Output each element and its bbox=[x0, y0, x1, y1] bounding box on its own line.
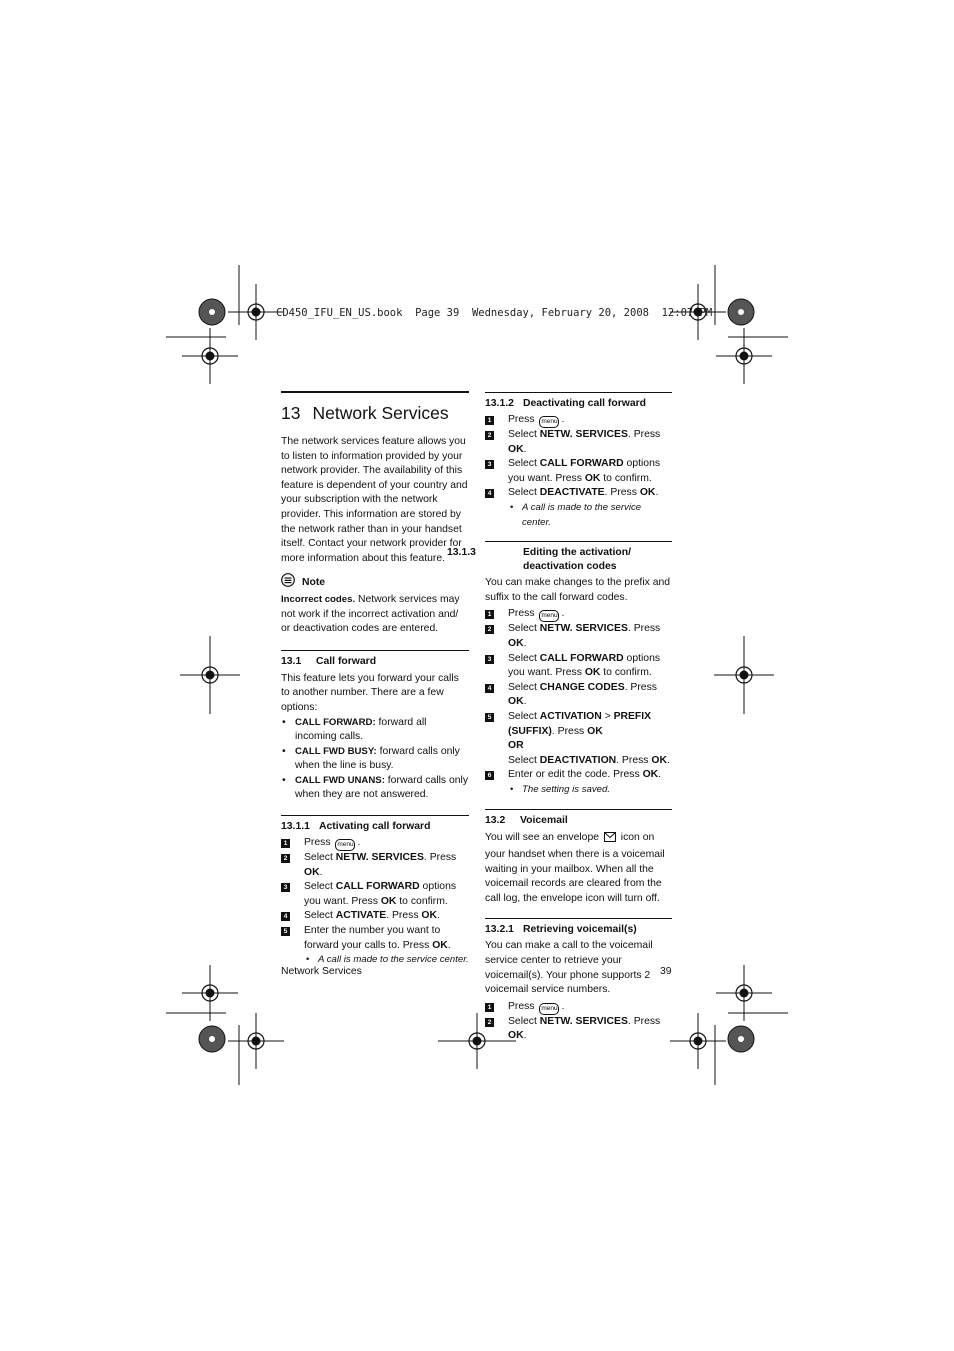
step-item: 2 Select NETW. SERVICES. Press OK. bbox=[485, 428, 672, 457]
menu-key-icon: menu bbox=[539, 1003, 559, 1015]
section-heading-13-1-1: 13.1.1 Activating call forward bbox=[281, 821, 431, 833]
step-item: 4 Select CHANGE CODES. Press OK. bbox=[485, 681, 672, 710]
step-item: 1 Press menu . bbox=[485, 413, 672, 428]
step-item: 2 Select NETW. SERVICES. Press OK. bbox=[281, 851, 469, 880]
right-column bbox=[447, 392, 672, 1044]
step-item: 1 Press menu . bbox=[281, 836, 469, 851]
step-item: 3 Select CALL FORWARD options you want. Press OK to confirm. bbox=[281, 880, 469, 909]
note-icon bbox=[281, 573, 295, 593]
chapter-title: 13 Network Services bbox=[281, 403, 449, 423]
intro-paragraph: The network services feature allows you to listen to information provided by your network provider. The availability of this feature is dependent of your country and your subscription with the network provider. This information are stored by the network rather than in your handset itself. Contact your network provider for more information about this feature. bbox=[281, 436, 468, 564]
section-rule bbox=[281, 815, 469, 816]
step-item: 5 Enter the number you want to forward your calls to. Press OK. • A call is made to the service center. bbox=[281, 924, 469, 968]
retrieving-steps bbox=[485, 1000, 672, 1044]
step-item: 5 Select ACTIVATION > PREFIX (SUFFIX). Press OK OR Select DEACTIVATION. Press OK. bbox=[485, 710, 672, 768]
section-rule bbox=[485, 541, 672, 542]
step-item: 6 Enter or edit the code. Press OK. • The setting is saved. bbox=[485, 768, 672, 797]
note-box bbox=[281, 573, 469, 636]
step-item: 2 Select NETW. SERVICES. Press OK. bbox=[485, 1015, 672, 1044]
section-rule bbox=[485, 392, 672, 393]
step-item: 3 Select CALL FORWARD options you want. Press OK to confirm. bbox=[485, 652, 672, 681]
step-item: 4 Select DEACTIVATE. Press OK. • A call is made to the service center. bbox=[485, 486, 672, 530]
list-item: • CALL FWD BUSY: forward calls only when the line is busy. bbox=[281, 745, 469, 774]
menu-key-icon: menu bbox=[335, 839, 355, 851]
call-forward-options bbox=[281, 716, 469, 804]
footer-section-name: Network Services bbox=[281, 966, 362, 977]
step-item: 1 Press menu . bbox=[485, 1000, 672, 1015]
deactivating-steps bbox=[485, 413, 672, 530]
step-result: • A call is made to the service center. bbox=[508, 501, 672, 530]
print-header-line: CD450_IFU_EN_US.book Page 39 Wednesday, February 20, 2008 12:07 PM bbox=[276, 307, 713, 319]
step-item: 1 Press menu . bbox=[485, 607, 672, 622]
note-text: Incorrect codes. Network services may not work if the incorrect activation and/ or deactivation codes are entered. bbox=[281, 593, 460, 635]
section-heading-13-1: 13.1 Call forward bbox=[281, 655, 377, 667]
call-forward-intro: This feature lets you forward your calls to another number. There are a few options: bbox=[281, 672, 459, 713]
section-heading-13-1-2: 13.1.2 Deactivating call forward bbox=[485, 398, 646, 409]
section-rule bbox=[485, 918, 672, 919]
step-item: 2 Select NETW. SERVICES. Press OK. bbox=[485, 622, 672, 651]
section-rule bbox=[281, 650, 469, 651]
section-heading-13-2: 13.2 Voicemail bbox=[485, 815, 568, 827]
retrieving-intro: You can make a call to the voicemail service center to retrieve your voicemail(s). Your phone supports 2 voicemail service numbers. bbox=[485, 940, 653, 996]
note-title: Note bbox=[302, 576, 326, 588]
section-heading-13-2-1: 13.2.1 Retrieving voicemail(s) bbox=[485, 924, 637, 936]
voicemail-paragraph: You will see an envelope icon on your handset when there is a voicemail waiting in your mailbox. When all the voicemail records are cleared from the call log, the envelope icon will turn off. bbox=[485, 832, 665, 904]
list-item: • CALL FORWARD: forward all incoming calls. bbox=[281, 716, 469, 745]
chapter-rule bbox=[281, 391, 469, 393]
section-rule bbox=[485, 809, 672, 810]
left-column bbox=[281, 391, 469, 968]
activating-steps bbox=[281, 836, 469, 968]
menu-key-icon: menu bbox=[539, 610, 559, 622]
envelope-icon bbox=[604, 832, 616, 848]
menu-key-icon: menu bbox=[539, 416, 559, 428]
step-item: 3 Select CALL FORWARD options you want. Press OK to confirm. bbox=[485, 457, 672, 486]
editing-steps bbox=[485, 607, 672, 797]
list-item: • CALL FWD UNANS: forward calls only when they are not answered. bbox=[281, 774, 469, 803]
footer-page-number: 39 bbox=[660, 966, 672, 977]
section-heading-13-1-3: 13.1.3 Editing the activation/ deactivation codes bbox=[447, 547, 631, 573]
step-item: 4 Select ACTIVATE. Press OK. bbox=[281, 909, 469, 924]
step-result: • A call is made to the service center. bbox=[304, 953, 469, 968]
step-result: • The setting is saved. bbox=[508, 783, 672, 798]
editing-intro: You can make changes to the prefix and suffix to the call forward codes. bbox=[485, 577, 671, 603]
